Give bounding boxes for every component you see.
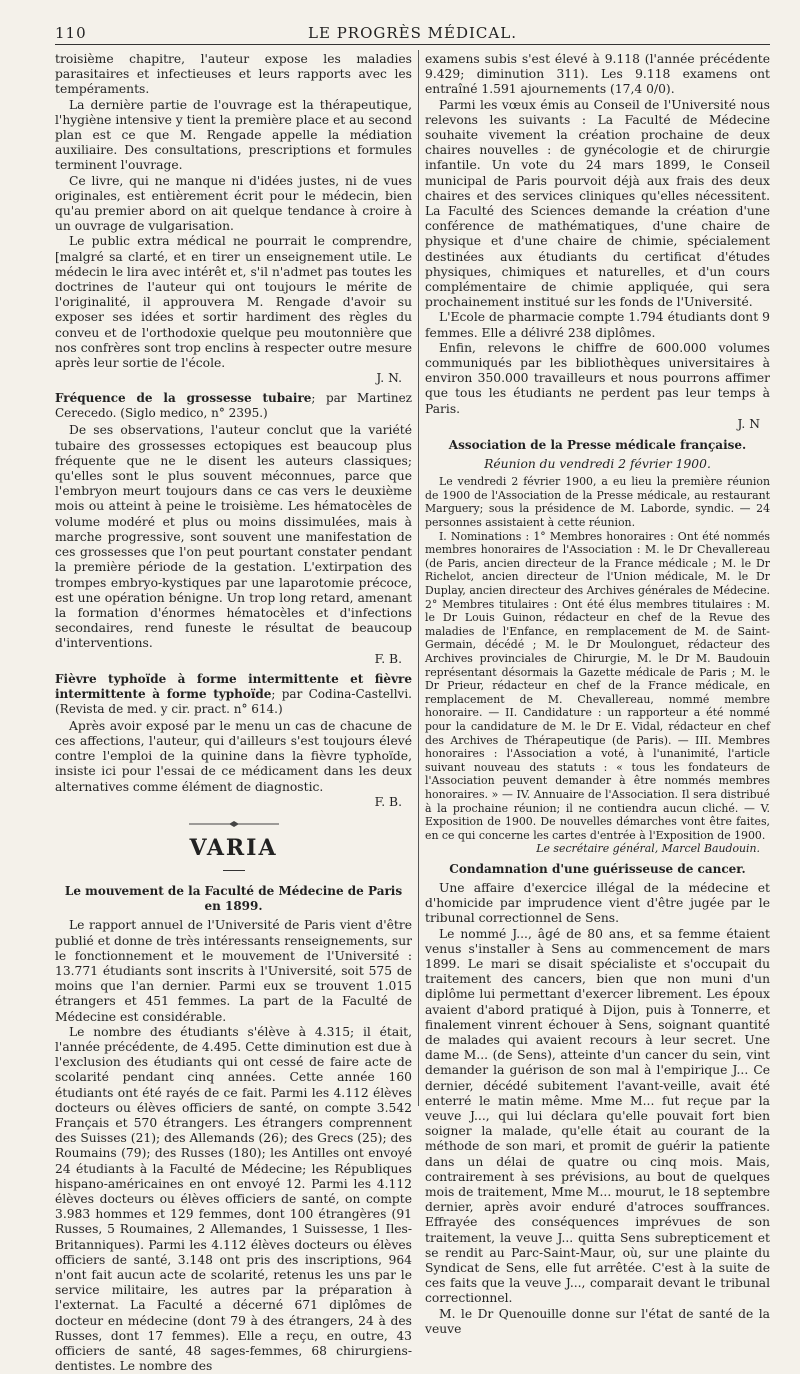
paragraph: Le rapport annuel de l'Université de Paris vient d'être publié et donne de très intéressants renseignements, sur le fonctionnement et le mouvement de l'Université : 13.771 étudiants sont inscrits à l'Université, soit 575 de moins que l'an dernier. Parmi eux se trouvent 1.015 étrangers et 451 femmes. La part de la Faculté de Médecine est considérable. <box>55 918 412 1024</box>
paragraph: L'Ecole de pharmacie compte 1.794 étudiants dont 9 femmes. Elle a délivré 238 diplômes. <box>425 310 770 340</box>
section-varia-title: VARIA <box>189 835 278 862</box>
journal-title: LE PROGRÈS MÉDICAL. <box>308 24 517 42</box>
signature: J. N. <box>376 371 402 386</box>
running-header <box>55 22 770 45</box>
paragraph: Après avoir exposé par le menu un cas de chacune de ces affections, l'auteur, qui d'ailleurs s'est toujours élevé contre l'emploi de la quinine dans la fièvre typhoïde, insiste ici pour l'essai de ce médicament dans les deux alternatives comme élément de diagnostic. <box>55 718 412 794</box>
signature: F. B. <box>374 794 402 809</box>
paragraph: I. Nominations : 1° Membres honoraires : Ont été nommés membres honoraires de l'Association : M. le Dr Chevallereau (de Paris, ancien directeur de la France médicale ; M. le Dr Richelot, ancien directeur de l'Union médicale, M. le Dr Duplay, ancien directeur des Archives générales de Médecine. 2° Membres titulaires : Ont été élus membres titulaires : M. le Dr Louis Guinon, rédacteur en chef de la Revue des maladies de l'Enfance, en remplacement de M. de Saint-Germain, décédé ; M. le Dr Moulonguet, rédacteur des Archives provinciales de Chirurgie, M. le Dr M. Baudouin représentant désormais la Gazette médicale de Paris ; M. le Dr Prieur, rédacteur en chef de la France médicale, en remplacement de M. Chevallereau, nommé membre honoraire. — II. Candidature : un rapporteur a été nommé pour la candidature de M. le Dr E. Vidal, rédacteur en chef des Archives de Thérapeutique (de Paris). — III. Membres honoraires : l'Association a voté, à l'unanimité, l'article suivant nouveau des statuts : « tous les fondateurs de l'Association peuvent demander à être nommés membres honoraires. » — IV. Annuaire de l'Association. Il sera distribué à la prochaine réunion; il ne contiendra aucun cliché. — V. Exposition de 1900. De nouvelles démarches vont être faites, en ce qui concerne les cartes d'entrée à l'Exposition de 1900. <box>425 529 770 842</box>
paragraph: examens subis s'est élevé à 9.118 (l'année précédente 9.429; diminution 311). Les 9.118 examens ont entraîné 1.591 ajournements (17,4 0/0). <box>425 52 770 97</box>
paragraph: Enfin, relevons le chiffre de 600.000 volumes communiqués par les bibliothèques universitaires à environ 350.000 travailleurs et nous pourrons affimer que tous les étudiants ne perdent pas leur temps à Paris. <box>425 340 770 416</box>
section-title: Condamnation d'une guérisseuse de cancer. <box>449 861 746 876</box>
heading-title: Fréquence de la grossesse tubaire <box>55 391 312 406</box>
section-subtitle: Réunion du vendredi 2 février 1900. <box>484 457 711 472</box>
article-heading <box>55 672 412 717</box>
paragraph: Le vendredi 2 février 1900, a eu lieu la première réunion de 1900 de l'Association de la Presse médicale, au restaurant Marguery; sous la présidence de M. Laborde, syndic. — 24 personnes assistaient à cette réunion. <box>425 475 770 530</box>
paragraph: Le public extra médical ne pourrait le comprendre, [malgré sa clarté, et en tirer un enseignement utile. Le médecin le lira avec intérêt et, s'il n'admet pas toutes les doctrines de l'auteur qui ont toujours le mérite de l'originalité, il approuvera M. Rengade d'avoir su exposer ses idées et sortir hardiment des règles du conveu et de l'orthodoxie quelque peu moutonnière que nos confrères sont trop enclins à respecter outre mesure après leur sortie de l'école. <box>55 234 412 371</box>
paragraph: De ses observations, l'auteur conclut que la variété tubaire des grossesses ectopiques est beaucoup plus fréquente que ne le disent les auteurs classiques; qu'elles sont le plus souvent méconnues, parce que l'embryon meurt toujours dans ce cas vers le deuxième mois ou atteint à peine le troisième. Les hématocèles de volume modéré et plus ou moins dissimulées, mais à marche progressive, sont souvent une manifestation de ces grossesses que l'on peut pourtant constater pendant la première période de la gestation. L'extirpation des trompes embryo-kystiques par une laparotomie précoce, est une opération bénigne. Un trop long retard, amenant la formation d'énormes hématocèles et d'infections secondaires, rend funeste le résultat de beaucoup d'interventions. <box>55 423 412 651</box>
heading-reference: ; par Codina-Castellvi. (Revista de med. y cir. pract. n° 614.) <box>55 686 412 716</box>
right-column <box>425 52 770 1336</box>
paragraph: Le nombre des étudiants s'élève à 4.315; il était, l'année précédente, de 4.495. Cette diminution est due à l'exclusion des étudiants qui ont cessé de faire acte de scolarité pendant cinq années. Cette année 160 étudiants ont été rayés de ce fait. Parmi les 4.112 élèves docteurs ou élèves officiers de santé, on compte 3.542 Français et 570 étrangers. Les étrangers comprennent des Suisses (21); des Allemands (26); des Grecs (25); des Roumains (79); des Russes (180); les Antilles ont envoyé 24 étudiants à la Faculté de Médecine; les Républiques hispano-américaines en ont envoyé 12. Parmi les 4.112 élèves docteurs ou élèves officiers de santé, on compte 3.983 hommes et 129 femmes, dont 100 étrangères (91 Russes, 5 Roumaines, 2 Allemandes, 1 Suissesse, 1 Iles-Britanniques). Parmi les 4.112 élèves docteurs ou élèves officiers de santé, 3.148 ont pris des inscriptions, 964 n'ont fait aucun acte de scolarité, retenus les uns par le service militaire, les autres par la préparation à l'externat. La Faculté a décerné 671 diplômes de docteur en médecine (dont 79 à des étrangers, 24 à des Russes, dont 17 femmes). Elle a reçu, en outre, 43 officiers de santé, 48 sages-femmes, 68 chirurgiens-dentistes. Le nombre des <box>55 1024 412 1374</box>
heading-title: Fièvre typhoïde à forme intermittente et fièvre intermittente à forme typhoïde <box>55 671 412 701</box>
left-column <box>55 52 413 1374</box>
article-heading <box>55 391 412 421</box>
section-title: Association de la Presse médicale française. <box>448 438 747 453</box>
paragraph: Parmi les vœux émis au Conseil de l'Université nous relevons les suivants : La Faculté de Médecine souhaite vivement la création prochaine de deux chaires nouvelles : de gynécologie et de chirurgie infantile. Un vote du 24 mars 1899, le Conseil municipal de Paris pourvoit déjà aux frais des deux chaires et des services cliniques qu'elles nécessitent. La Faculté des Sciences demande la création d'une conférence de mathématiques, d'une chaire de physique et d'une chaire de chimie, spécialement destinées aux étudiants du certificat d'études physiques, chimiques et naturelles, et d'un cours complémentaire de chimie appliquée, qui sera prochainement institué sur les fonds de l'Université. <box>425 97 770 310</box>
signature: Le secrétaire général, Marcel Baudouin. <box>536 842 760 856</box>
page-number: 110 <box>55 24 87 42</box>
paragraph: La dernière partie de l'ouvrage est la thérapeutique, l'hygiène intensive y tient la première place et au second plan est ce que M. Rengade appelle la médiation auxiliaire. Des consultations, prescriptions et formules terminent l'ouvrage. <box>55 97 412 173</box>
paragraph: M. le Dr Quenouille donne sur l'état de santé de la veuve <box>425 1306 770 1336</box>
paragraph: troisième chapitre, l'auteur expose les maladies parasitaires et infectieuses et leurs rapports avec les tempéraments. <box>55 52 412 97</box>
ornament-icon <box>189 820 279 828</box>
signature: J. N <box>737 416 760 431</box>
paragraph: Une affaire d'exercice illégal de la médecine et d'homicide par imprudence vient d'être jugée par le tribunal correctionnel de Sens. <box>425 880 770 926</box>
paragraph: Le nommé J..., âgé de 80 ans, et sa femme étaient venus s'installer à Sens au commencement de mars 1899. Le mari se disait spécialiste et s'occupait du traitement des cancers, bien que non muni d'un diplôme lui permettant d'exercer librement. Les époux avaient d'abord pratiqué à Dijon, puis à Tonnerre, et finalement vinrent échouer à Sens, soignant quantité de malades qui avaient recours à leur secret. Une dame M... (de Sens), atteinte d'un cancer du sein, vint demander la guérison de son mal à l'empirique J... Ce dernier, décédé subitement l'avant-veille, avait été enterré le matin même. Mme M... fut reçue par la veuve J..., qui lui déclara qu'elle pouvait fort bien soigner la malade, qu'elle était au courant de la méthode de son mari, et promit de guérir la patiente dans un délai de quatre ou cinq mois. Mais, contrairement à ses prévisions, au bout de quelques mois de traitement, Mme M... mourut, le 18 septembre dernier, après avoir enduré d'atroces souffrances. Effrayée des conséquences imprévues de son traitement, la veuve J... quitta Sens subrepticement et se rendit au Parc-Saint-Maur, où, sur une plainte du Syndicat de Sens, elle fut arrêtée. C'est à la suite de ces faits que la veuve J..., comparait devant le tribunal correctionnel. <box>425 926 770 1306</box>
heading-reference: ; par Martinez Cerecedo. (Siglo medico, n° 2395.) <box>55 391 413 421</box>
title-rule <box>55 863 412 878</box>
section-title: Le mouvement de la Faculté de Médecine de Paris en 1899. <box>64 884 403 914</box>
ornament-rule <box>55 818 412 833</box>
column-divider <box>418 50 419 1106</box>
signature: F. B. <box>374 651 402 666</box>
paragraph: Ce livre, qui ne manque ni d'idées justes, ni de vues originales, est entièrement écrit pour le médecin, bien qu'au premier abord on ait quelque tendance à croire à un ouvrage de vulgarisation. <box>55 173 412 234</box>
